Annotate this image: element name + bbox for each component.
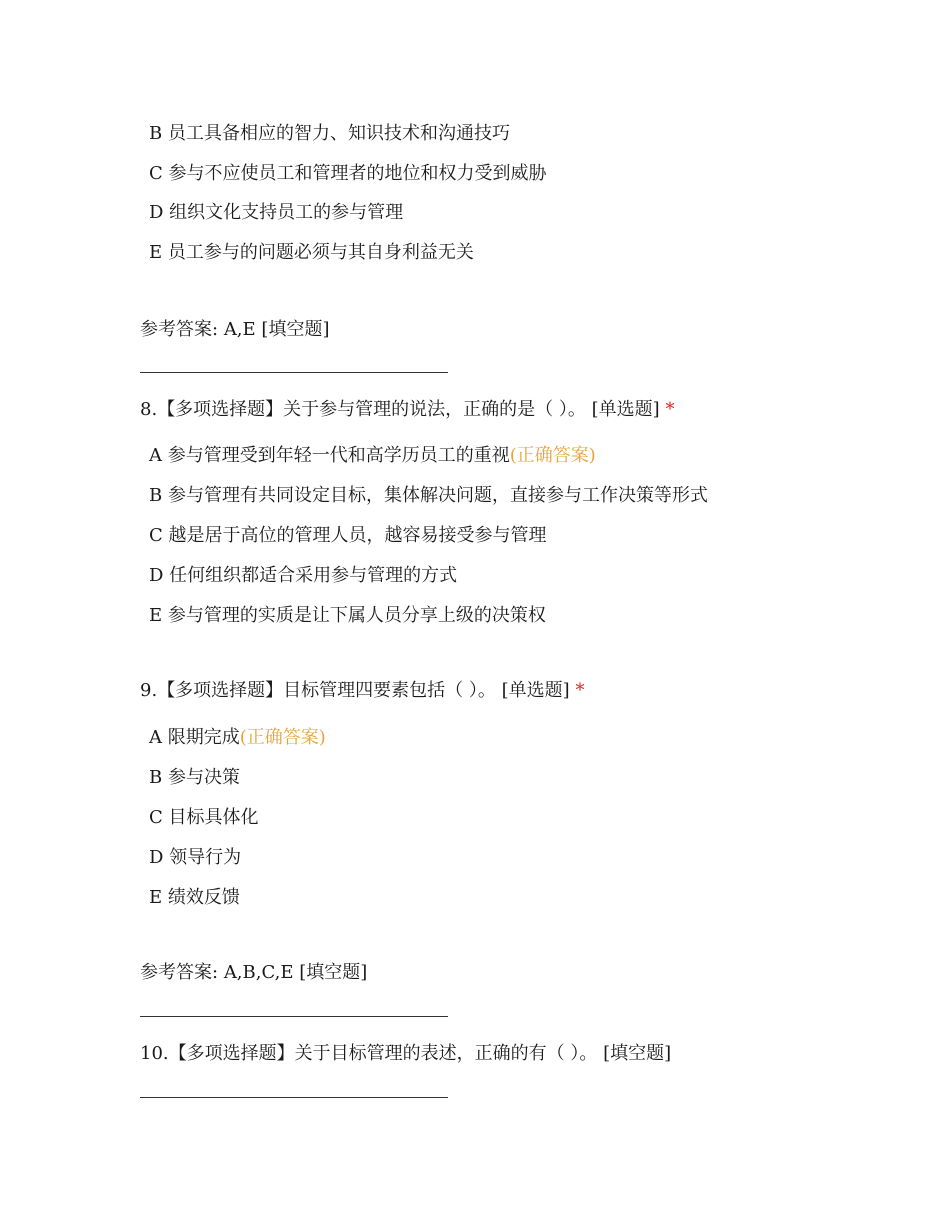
option-text: 任何组织都适合采用参与管理的方式 xyxy=(169,565,458,586)
option-item[interactable] xyxy=(149,885,240,911)
option-text: 参与不应使员工和管理者的地位和权力受到威胁 xyxy=(168,163,547,184)
option-text: 员工参与的问题必须与其自身利益无关 xyxy=(167,242,474,263)
question-type: [填空题] xyxy=(603,1043,672,1064)
option-item[interactable] xyxy=(149,483,708,509)
option-item[interactable] xyxy=(149,765,240,791)
answer-label: 参考答案: xyxy=(140,319,219,340)
option-text: 员工具备相应的智力、知识技术和沟通技巧 xyxy=(167,123,510,144)
option-text: 参与管理有共同设定目标，集体解决问题，直接参与工作决策等形式 xyxy=(167,485,708,506)
option-text: 绩效反馈 xyxy=(167,887,240,908)
option-text: 限期完成 xyxy=(167,727,240,748)
option-item xyxy=(149,121,510,147)
option-text: 领导行为 xyxy=(169,847,242,868)
option-letter: B xyxy=(149,767,163,788)
option-letter: B xyxy=(149,485,163,506)
option-letter: B xyxy=(149,123,163,144)
option-text: 参与决策 xyxy=(167,767,240,788)
option-item xyxy=(149,161,547,187)
option-letter: C xyxy=(149,807,163,828)
question-8-title xyxy=(140,397,674,423)
option-text: 参与管理的实质是让下属人员分享上级的决策权 xyxy=(167,605,546,626)
answer-blank-line[interactable] xyxy=(140,1097,448,1098)
option-text: 越是居于高位的管理人员，越容易接受参与管理 xyxy=(168,525,547,546)
answer-blank-line[interactable] xyxy=(140,1016,448,1017)
answer-type: [填空题] xyxy=(299,962,368,983)
option-item[interactable] xyxy=(149,443,596,469)
question-type: [单选题] xyxy=(591,399,660,420)
reference-answer xyxy=(140,960,367,986)
option-letter: D xyxy=(149,847,164,868)
option-item[interactable] xyxy=(149,845,241,871)
option-item xyxy=(149,240,474,266)
option-letter: E xyxy=(149,605,163,626)
option-letter: E xyxy=(149,242,163,263)
answer-type: [填空题] xyxy=(261,319,330,340)
option-letter: D xyxy=(149,202,164,223)
option-letter: C xyxy=(149,525,163,546)
question-text: 【多项选择题】目标管理四要素包括（ ）。 xyxy=(157,680,496,701)
option-text: 参与管理受到年轻一代和高学历员工的重视 xyxy=(167,445,510,466)
question-type: [单选题] xyxy=(501,680,570,701)
question-9-title xyxy=(140,678,584,704)
answer-value: A,E xyxy=(223,319,256,340)
answer-value: A,B,C,E xyxy=(223,962,294,983)
reference-answer xyxy=(140,317,329,343)
option-text: 组织文化支持员工的参与管理 xyxy=(169,202,404,223)
option-text: 目标具体化 xyxy=(168,807,259,828)
option-item[interactable] xyxy=(149,563,457,589)
option-letter: E xyxy=(149,887,163,908)
option-letter: C xyxy=(149,163,163,184)
option-item[interactable] xyxy=(149,725,326,751)
answer-label: 参考答案: xyxy=(140,962,219,983)
correct-answer-tag: (正确答案) xyxy=(239,727,326,748)
required-mark: * xyxy=(575,680,585,701)
option-item[interactable] xyxy=(149,805,259,831)
option-item[interactable] xyxy=(149,523,547,549)
question-number: 10. xyxy=(140,1043,169,1064)
option-item[interactable] xyxy=(149,603,546,629)
question-text: 【多项选择题】关于参与管理的说法，正确的是（ ）。 xyxy=(157,399,586,420)
option-letter: D xyxy=(149,565,164,586)
required-mark: * xyxy=(665,399,675,420)
question-10-title xyxy=(140,1041,671,1067)
question-number: 8. xyxy=(140,399,158,420)
option-letter: A xyxy=(149,445,162,466)
answer-blank-line[interactable] xyxy=(140,372,448,373)
question-text: 【多项选择题】关于目标管理的表述，正确的有（ ）。 xyxy=(168,1043,598,1064)
option-item xyxy=(149,200,403,226)
option-letter: A xyxy=(149,727,162,748)
correct-answer-tag: (正确答案) xyxy=(509,445,596,466)
question-number: 9. xyxy=(140,680,158,701)
